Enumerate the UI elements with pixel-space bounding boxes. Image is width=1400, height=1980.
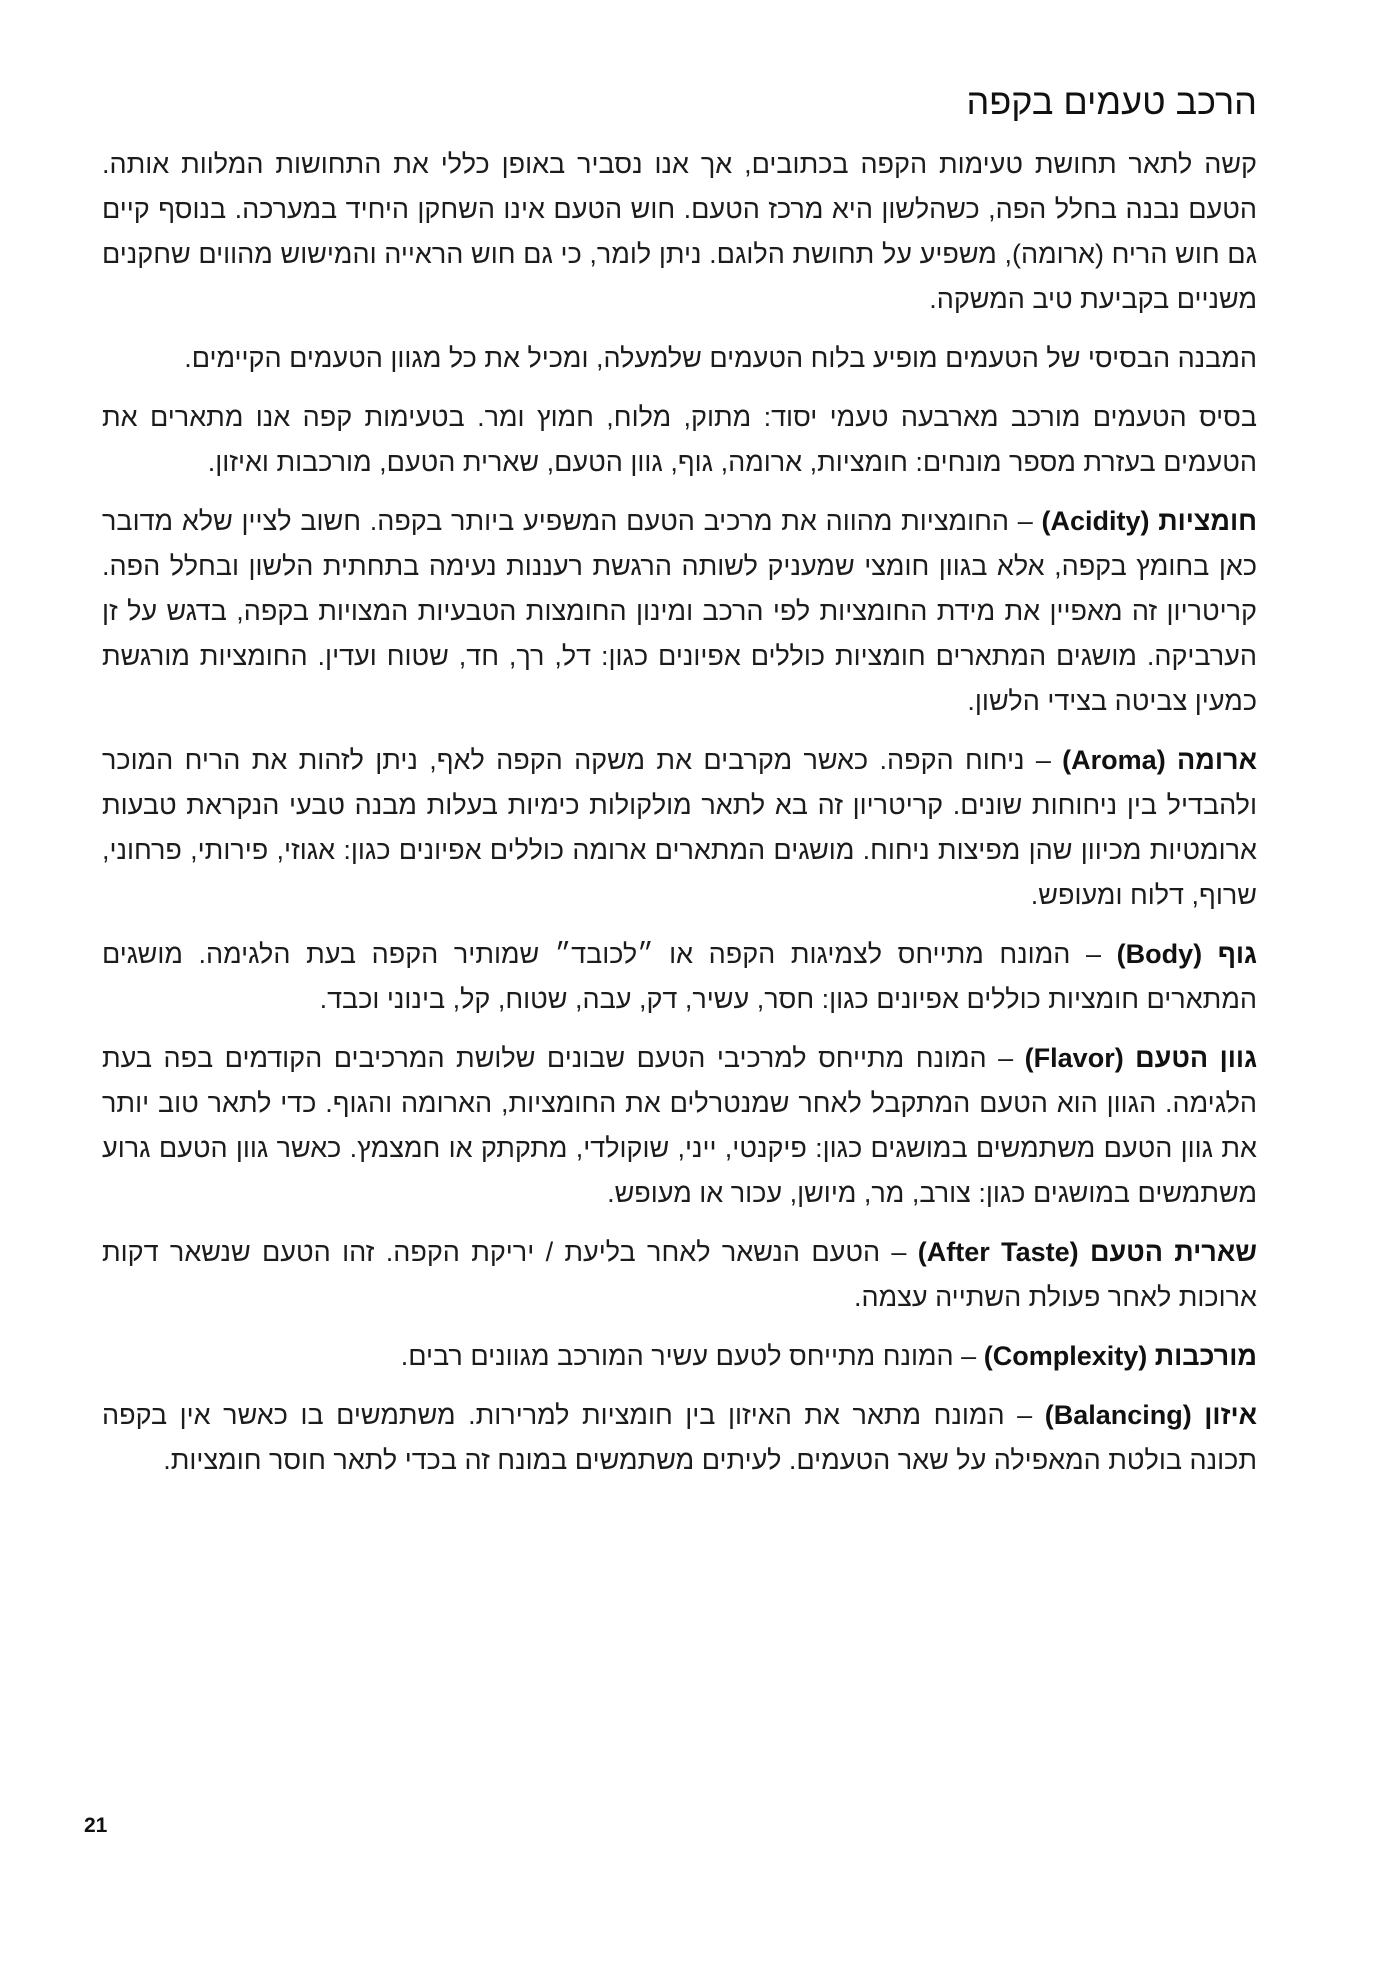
term-definition: – המונח מתייחס למרכיבי הטעם שבונים שלושת המרכיבים הקודמים בפה בעת הלגימה. הגוון הוא הטעם המתקבל לאחר שמנטרלים את החומציות, הארומה והגוף. כדי לתאר טוב יותר את גוון הטעם משתמשים במושגים כגון: פיקנטי, ייני, שוקולדי, מתקתק או חמצמץ. כאשר גוון הטעם גרוע משתמשים במושגים כגון: צורב, מר, מיושן, עכור או מעופש. [102,1043,1257,1208]
term-label: שארית הטעם (After Taste) [917,1237,1257,1267]
intro-paragraph-senses: קשה לתאר תחושת טעימות הקפה בכתובים, אך אנו נסביר באופן כללי את התחושות המלוות אותה. הטעם נבנה בחלל הפה, כשהלשון היא מרכז הטעם. חוש הטעם אינו השחקן היחיד במערכה. בנוסף קיים גם חוש הריח (ארומה), משפיע על תחושת הלוגם. ניתן לומר, כי גם חוש הראייה והמישוש מהווים שחקנים משניים בקביעת טיב המשקה. [102,149,1257,314]
term-label: חומציות (Acidity) [1041,506,1257,536]
term-definition: – המונח מתייחס לטעם עשיר המורכב מגוונים רבים. [400,1341,984,1371]
intro-paragraph-basic-tastes: בסיס הטעמים מורכב מארבעה טעמי יסוד: מתוק, מלוח, חמוץ ומר. בטעימות קפה אנו מתארים את הטעמים בעזרת מספר מונחים: חומציות, ארומה, גוף, גוון הטעם, שארית הטעם, מורכבות ואיזון. [102,402,1257,477]
term-definition: – המונח מתאר את האיזון בין חומציות למרירות. משתמשים בו כאשר אין בקפה תכונה בולטת המאפילה על שאר הטעמים. לעיתים משתמשים במונח זה בכדי לתאר חוסר חומציות. [102,1400,1257,1475]
term-definition: – המונח מתייחס לצמיגות הקפה או ״לכובד״ שמותיר הקפה בעת הלגימה. מושגים המתארים חומציות כוללים אפיונים כגון: חסר, עשיר, דק, עבה, שטוח, קל, בינוני וכבד. [102,939,1257,1014]
term-paragraph-after-taste [102,1230,1257,1320]
term-paragraph-balancing [102,1393,1257,1483]
term-label: גוף (Body) [1116,939,1257,969]
term-label: גוון הטעם (Flavor) [1024,1043,1257,1073]
term-paragraph-acidity [102,499,1257,724]
page-number: 21 [84,1814,108,1837]
term-paragraph-flavor [102,1036,1257,1216]
term-paragraph-complexity [102,1334,1257,1379]
page-title: הרכב טעמים בקפה [966,81,1257,122]
term-definition: – הטעם הנשאר לאחר בליעת / יריקת הקפה. זהו הטעם שנשאר דקות ארוכות לאחר פעולת השתייה עצמה. [102,1237,1257,1312]
term-definition: – החומציות מהווה את מרכיב הטעם המשפיע ביותר בקפה. חשוב לציין שלא מדובר כאן בחומץ בקפה, אלא בגוון חומצי שמעניק לשותה הרגשת רעננות נעימה בתחתית הלשון ובחלל הפה. קריטריון זה מאפיין את מידת החומציות לפי הרכב ומינון החומצות הטבעיות המצויות בקפה, בדגש על זן הערביקה. מושגים המתארים חומציות כוללים אפיונים כגון: דל, רך, חד, שטוח ועדין. החומציות מורגשת כמעין צביטה בצידי הלשון. [102,506,1257,716]
term-definition: – ניחוח הקפה. כאשר מקרבים את משקה הקפה לאף, ניתן לזהות את הריח המוכר ולהבדיל בין ניחוחות שונים. קריטריון זה בא לתאר מולקולות כימיות בעלות מבנה טבעי הנקראת טבעות ארומטיות מכיוון שהן מפיצות ניחוח. מושגים המתארים ארומה כוללים אפיונים כגון: אגוזי, פירותי, פרחוני, שרוף, דלוח ומעופש. [102,745,1257,910]
term-paragraph-aroma [102,738,1257,918]
intro-paragraph-structure: המבנה הבסיסי של הטעמים מופיע בלוח הטעמים שלמעלה, ומכיל את כל מגוון הטעמים הקיימים. [184,343,1257,373]
term-paragraph-body [102,932,1257,1022]
term-label: מורכבות (Complexity) [983,1341,1257,1371]
term-label: איזון (Balancing) [1044,1400,1258,1430]
document-page [102,78,1257,1497]
term-label: ארומה (Aroma) [1062,745,1257,775]
